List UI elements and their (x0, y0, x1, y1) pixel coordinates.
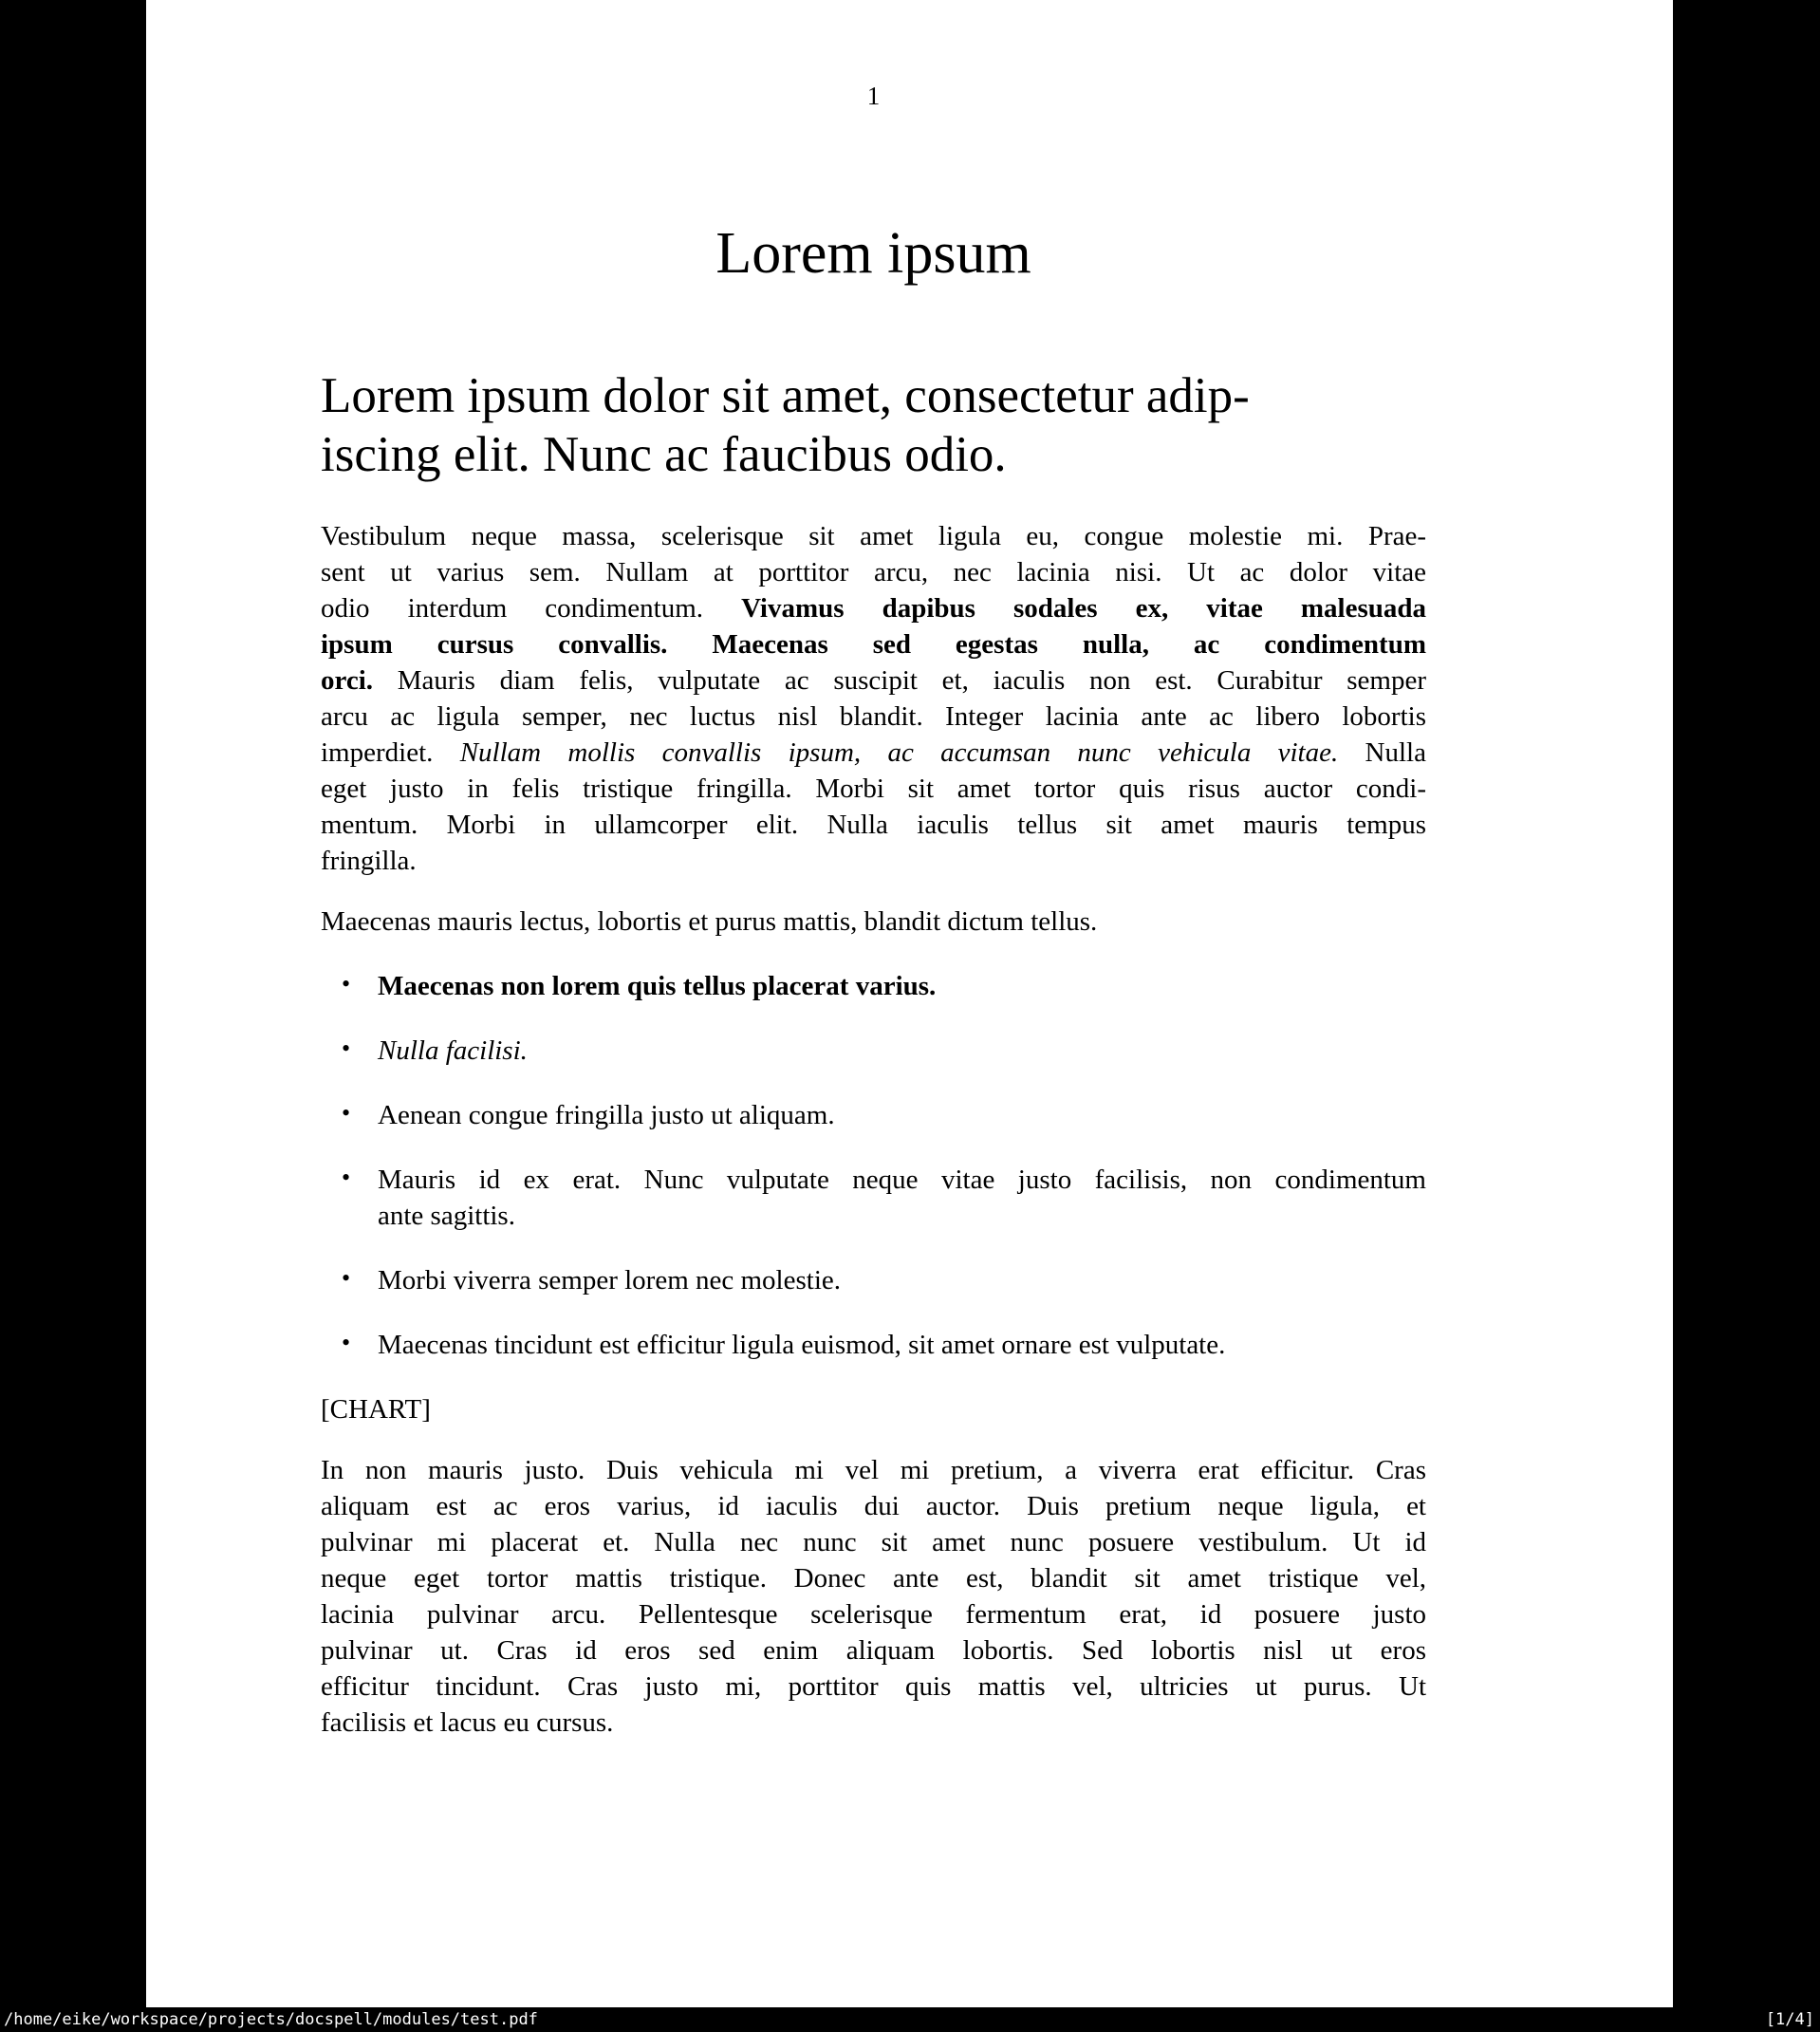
list-item-text (378, 1097, 1426, 1133)
list-item (321, 1327, 1426, 1363)
text-line: orci. Mauris diam felis, vulputate ac suscipit et, iaculis non est. Curabitur semper (321, 665, 1426, 696)
text-line: sent ut varius sem. Nullam at porttitor arcu, nec lacinia nisi. Ut ac dolor vitae (321, 557, 1426, 587)
text-line: pulvinar mi placerat et. Nulla nec nunc sit amet nunc posuere vestibulum. Ut id (321, 1527, 1426, 1557)
text-line: Maecenas mauris lectus, lobortis et purus mattis, blandit dictum tellus. (321, 906, 1098, 937)
list-item-text (378, 1262, 1426, 1298)
bullet-list (321, 968, 1426, 1363)
bullet-icon: • (342, 1264, 351, 1292)
paragraph-list-intro (321, 904, 1426, 940)
text-line: mentum. Morbi in ullamcorper elit. Nulla iaculis tellus sit amet mauris tempus (321, 810, 1426, 840)
document-title: Lorem ipsum (715, 221, 1031, 286)
text-line: iscing elit. Nunc ac faucibus odio. (321, 427, 1007, 482)
paragraph-lead (321, 518, 1426, 879)
text-line: In non mauris justo. Duis vehicula mi vel mi pretium, a viverra erat efficitur. Cras (321, 1455, 1426, 1485)
list-item (321, 1097, 1426, 1133)
list-item-text (378, 968, 1426, 1004)
text-line: ipsum cursus convallis. Maecenas sed egestas nulla, ac condimentum (321, 629, 1426, 660)
text-line: Nulla facilisi. (378, 1035, 528, 1066)
text-line: Morbi viverra semper lorem nec molestie. (378, 1265, 842, 1296)
text-line: odio interdum condimentum. Vivamus dapibus sodales ex, vitae malesuada (321, 593, 1426, 624)
statusbar (0, 2007, 1820, 2032)
section-heading (321, 366, 1426, 484)
list-item-text (378, 1327, 1426, 1363)
text-column (321, 0, 1426, 1741)
chart-placeholder: [CHART] (321, 1394, 431, 1425)
text-line: Mauris id ex erat. Nunc vulputate neque vitae justo facilisis, non condimentum (378, 1165, 1426, 1195)
list-item (321, 1033, 1426, 1069)
text-line: Lorem ipsum dolor sit amet, consectetur adip- (321, 368, 1250, 423)
text-line: efficitur tincidunt. Cras justo mi, porttitor quis mattis vel, ultricies ut purus. Ut (321, 1671, 1426, 1702)
text-line: arcu ac ligula semper, nec luctus nisl blandit. Integer lacinia ante ac libero lobortis (321, 701, 1426, 732)
text-line: neque eget tortor mattis tristique. Donec ante est, blandit sit amet tristique vel, (321, 1563, 1426, 1594)
list-item (321, 968, 1426, 1004)
text-line: fringilla. (321, 846, 417, 876)
bullet-icon: • (342, 1329, 351, 1356)
text-line: aliquam est ac eros varius, id iaculis dui auctor. Duis pretium neque ligula, et (321, 1491, 1426, 1521)
paragraph-final (321, 1452, 1426, 1741)
bullet-icon: • (342, 970, 351, 997)
bullet-icon: • (342, 1035, 351, 1062)
text-line: facilisis et lacus eu cursus. (321, 1707, 614, 1738)
text-line: Vestibulum neque massa, scelerisque sit amet ligula eu, congue molestie mi. Prae- (321, 521, 1426, 551)
text-line: Maecenas tincidunt est efficitur ligula euismod, sit amet ornare est vulputate. (378, 1330, 1226, 1360)
list-item (321, 1162, 1426, 1234)
list-item-text (378, 1033, 1426, 1069)
statusbar-file-path: /home/eike/workspace/projects/docspell/modules/test.pdf (4, 2010, 538, 2029)
list-item (321, 1262, 1426, 1298)
statusbar-page-indicator: [1/4] (1765, 2010, 1814, 2029)
text-line: ante sagittis. (378, 1201, 515, 1231)
bullet-icon: • (342, 1099, 351, 1127)
bullet-icon: • (342, 1164, 351, 1191)
list-item-text (378, 1162, 1426, 1234)
text-line: Aenean congue fringilla justo ut aliquam. (378, 1100, 835, 1130)
text-line: Maecenas non lorem quis tellus placerat varius. (378, 971, 937, 1001)
text-line: lacinia pulvinar arcu. Pellentesque scelerisque fermentum erat, id posuere justo (321, 1599, 1426, 1630)
text-line: eget justo in felis tristique fringilla. Morbi sit amet tortor quis risus auctor condi- (321, 774, 1426, 804)
page-number: 1 (866, 82, 881, 110)
text-line: imperdiet. Nullam mollis convallis ipsum, ac accumsan nunc vehicula vitae. Nulla (321, 737, 1426, 768)
document-page[interactable] (146, 0, 1673, 2007)
text-line: pulvinar ut. Cras id eros sed enim aliquam lobortis. Sed lobortis nisl ut eros (321, 1635, 1426, 1666)
